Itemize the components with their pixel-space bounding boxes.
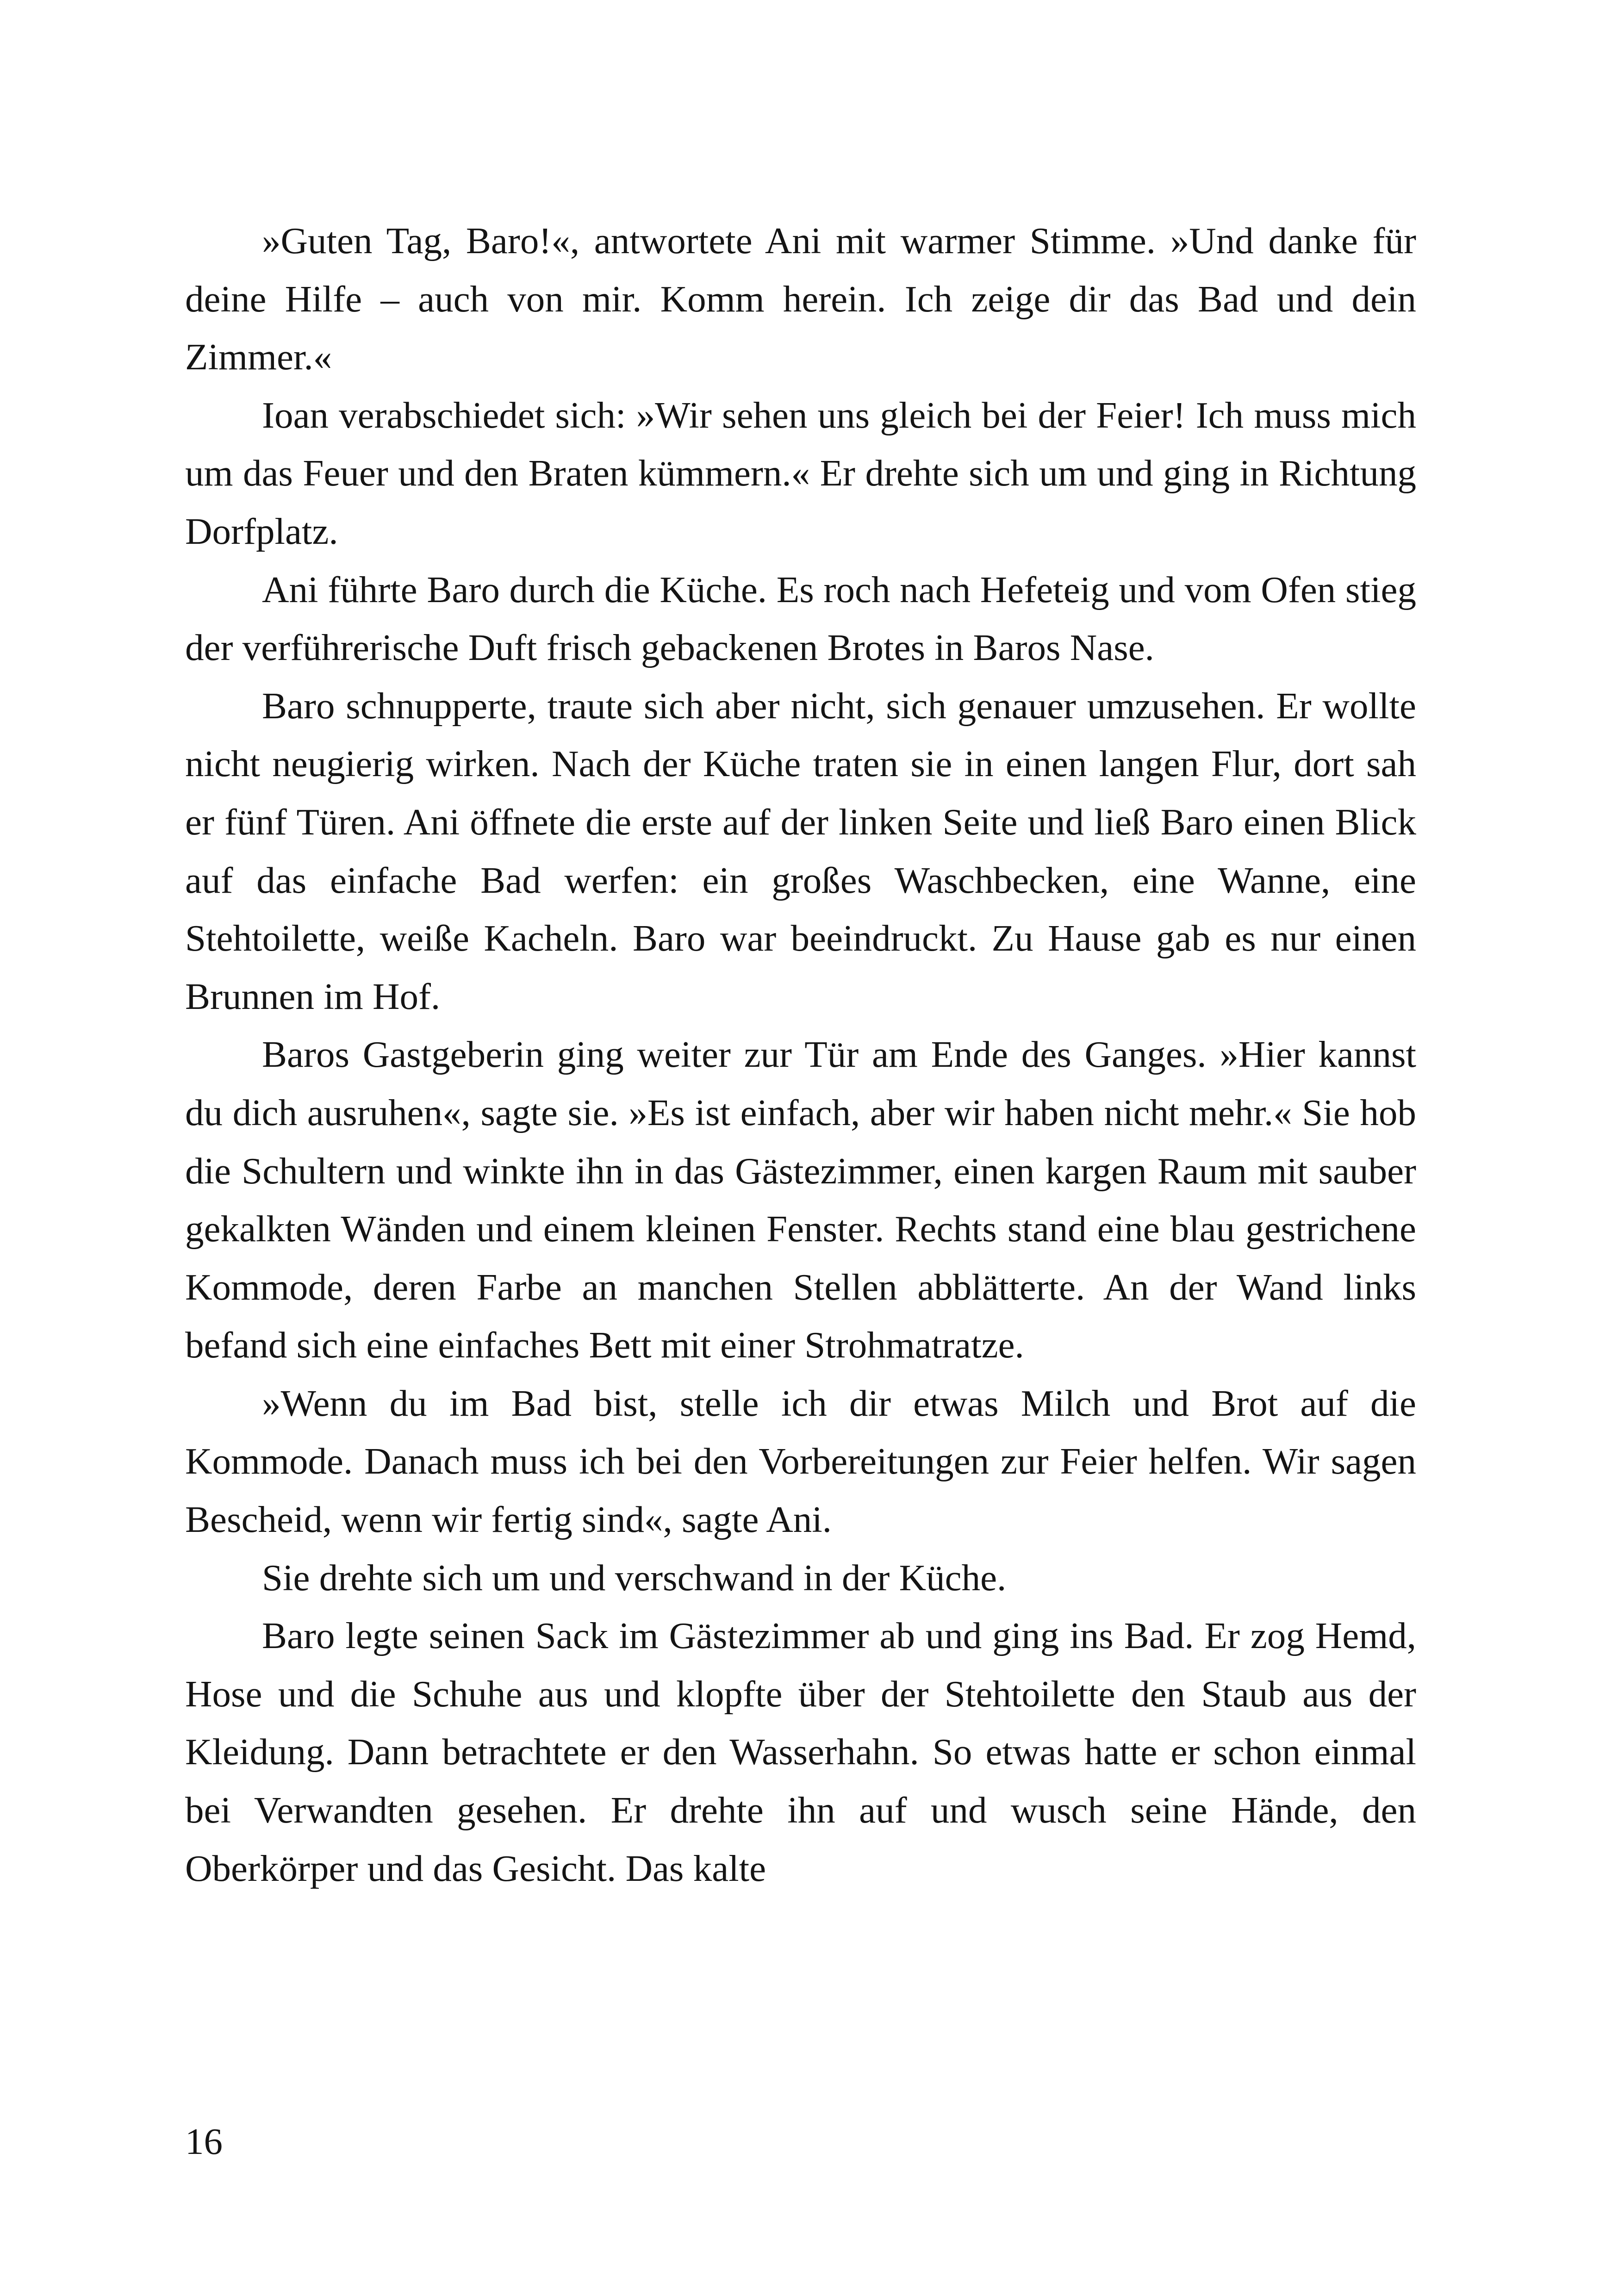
page-number: 16	[185, 2121, 223, 2162]
paragraph: Sie drehte sich um und verschwand in der Küche.	[262, 1556, 1007, 1599]
body-text	[185, 212, 1416, 1898]
paragraph: »Wenn du im Bad bist, stelle ich dir etwas Milch und Brot auf die Kommode. Danach muss ich bei den Vorbereitungen zur Feier helfen. Wir sagen Bescheid, wenn wir fertig sind«, sagte Ani.	[185, 1382, 1416, 1541]
paragraph: »Guten Tag, Baro!«, antwortete Ani mit warmer Stimme. »Und danke für deine Hilfe – auch von mir. Komm herein. Ich zeige dir das Bad und dein Zimmer.«	[185, 220, 1416, 378]
paragraph: Baros Gastgeberin ging weiter zur Tür am Ende des Ganges. »Hier kannst du dich ausruhen«, sagte sie. »Es ist einfach, aber wir haben nicht mehr.« Sie hob die Schultern und winkte ihn in das Gästezimmer, einen kargen Raum mit sauber gekalkten Wänden und einem kleinen Fenster. Rechts stand eine blau gestrichene Kommode, deren Farbe an manchen Stellen abblätterte. An der Wand links befand sich eine einfaches Bett mit einer Strohmatratze.	[185, 1033, 1416, 1366]
paragraph: Ani führte Baro durch die Küche. Es roch nach Hefeteig und vom Ofen stieg der verführerische Duft frisch gebackenen Brotes in Baros Nase.	[185, 568, 1416, 669]
paragraph: Baro legte seinen Sack im Gästezimmer ab und ging ins Bad. Er zog Hemd, Hose und die Schuhe aus und klopfte über der Stehtoilette den Staub aus der Kleidung. Dann betrachtete er den Wasserhahn. So etwas hatte er schon einmal bei Verwandten gesehen. Er drehte ihn auf und wusch seine Hände, den Oberkörper und das Gesicht. Das kalte	[185, 1615, 1416, 1889]
paragraph: Baro schnupperte, traute sich aber nicht, sich genauer umzusehen. Er wollte nicht neugierig wirken. Nach der Küche traten sie in einen langen Flur, dort sah er fünf Türen. Ani öffnete die erste auf der linken Seite und ließ Baro einen Blick auf das einfache Bad werfen: ein großes Waschbecken, eine Wanne, eine Stehtoilette, weiße Kacheln. Baro war beeindruckt. Zu Hause gab es nur einen Brunnen im Hof.	[185, 684, 1416, 1017]
paragraph: Ioan verabschiedet sich: »Wir sehen uns gleich bei der Feier! Ich muss mich um das Feuer und den Braten kümmern.« Er drehte sich um und ging in Richtung Dorfplatz.	[185, 394, 1416, 552]
